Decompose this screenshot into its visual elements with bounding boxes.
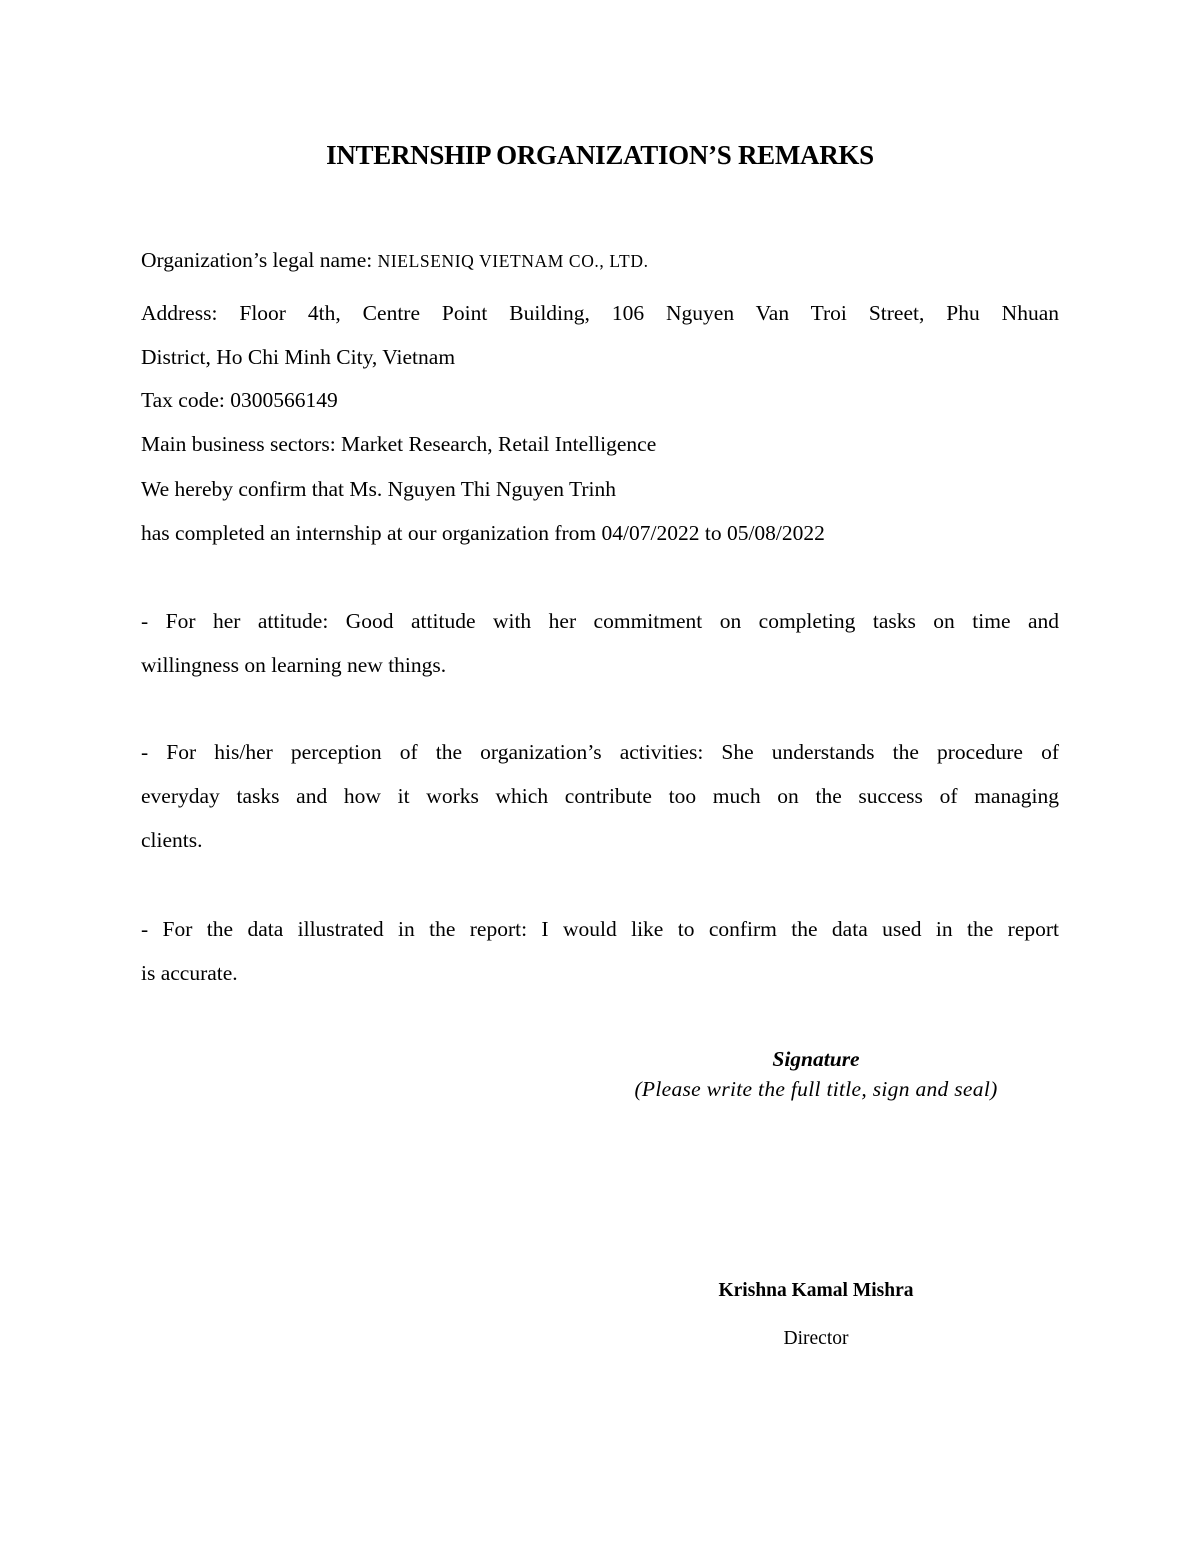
data-remark-line-1: - For the data illustrated in the report: I would like to confirm the data used in the report	[141, 917, 1059, 941]
legal-name-line	[141, 238, 1059, 283]
data-remark-line-2: is accurate.	[141, 961, 238, 985]
tax-code: Tax code: 0300566149	[141, 388, 338, 412]
address-line-2: District, Ho Chi Minh City, Vietnam	[141, 345, 456, 369]
signature-instructions: (Please write the full title, sign and seal)	[634, 1077, 998, 1101]
confirmation-line-1: We hereby confirm that Ms. Nguyen Thi Nguyen Trinh	[141, 477, 616, 501]
business-sectors: Main business sectors: Market Research, Retail Intelligence	[141, 432, 657, 456]
perception-remark-line-3: clients.	[141, 828, 203, 852]
attitude-remark-line-1: - For her attitude: Good attitude with her commitment on completing tasks on time and	[141, 609, 1059, 633]
attitude-remark-line-2: willingness on learning new things.	[141, 653, 447, 677]
perception-remark-line-2: everyday tasks and how it works which contribute too much on the success of managing	[141, 784, 1059, 808]
document-title: INTERNSHIP ORGANIZATION’S REMARKS	[326, 140, 874, 170]
legal-name-value: NIELSENIQ VIETNAM CO., LTD.	[377, 251, 649, 271]
perception-remark-line-1: - For his/her perception of the organization’s activities: She understands the procedure of	[141, 740, 1059, 764]
signature-title: Signature	[772, 1047, 860, 1071]
address-line-1: Address: Floor 4th, Centre Point Building, 106 Nguyen Van Troi Street, Phu Nhuan	[141, 301, 1059, 325]
confirmation-line-2: has completed an internship at our organization from 04/07/2022 to 05/08/2022	[141, 521, 825, 545]
signer-name: Krishna Kamal Mishra	[718, 1280, 914, 1301]
signer-role: Director	[783, 1328, 849, 1349]
legal-name-label: Organization’s legal name:	[141, 248, 378, 272]
